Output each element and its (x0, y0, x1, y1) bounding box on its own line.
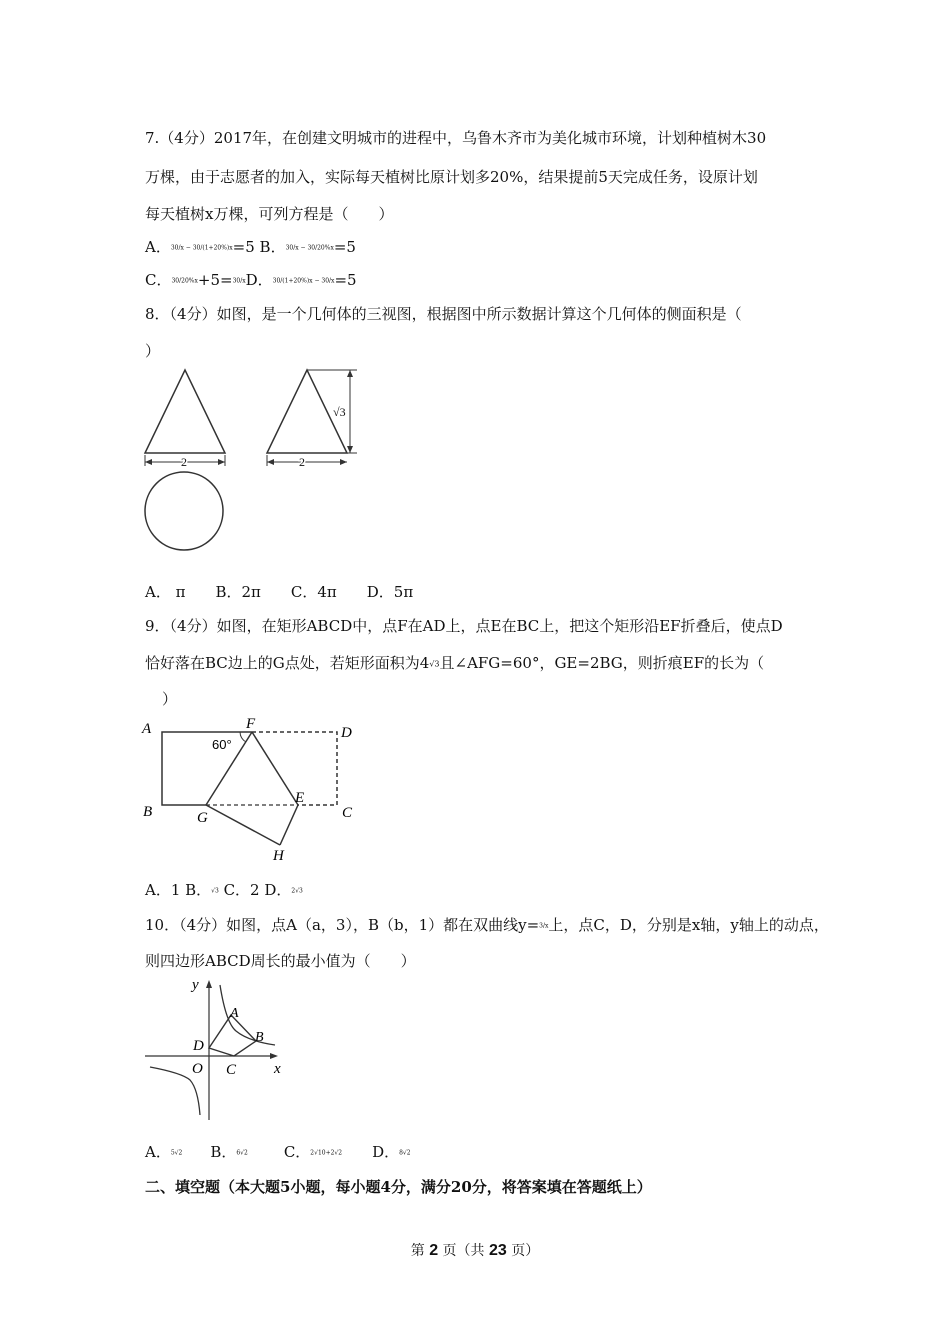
label-g: G (197, 810, 208, 826)
q7-line-3: 每天植树x万棵，可列方程是（ ） (145, 205, 394, 223)
q10-options: A．5√2 B．6√2 C．2√10+2√2 D．8√2 (145, 1143, 411, 1161)
label-d: D (341, 725, 352, 741)
q7-line-2: 万棵，由于志愿者的加入，实际每天植树比原计划多20%，结果提前5天完成任务，设原计划 (145, 168, 758, 186)
front-view-triangle (145, 370, 225, 453)
label-e: E (295, 790, 305, 806)
label-d: D (193, 1038, 204, 1054)
fold-line-ef (252, 732, 298, 805)
q7-line-1: 7.（4分）2017年，在创建文明城市的进程中，乌鲁木齐市为美化城市环境，计划种植树木30 (145, 129, 767, 147)
label-x: x (274, 1061, 281, 1077)
hyperbola-branch-1 (220, 985, 275, 1045)
q9-folded-rectangle-figure (140, 715, 370, 870)
label-b: B (143, 804, 153, 820)
q10-line-1: 10．（4分）如图，点A（a，3），B（b，1）都在双曲线y=3/x上，点C，D，分别是x轴，y轴上的动点， (145, 916, 829, 934)
q9-options: A．1 B．√3 C．2 D．2√3 (145, 881, 303, 899)
q9-line-3: ） (162, 690, 178, 708)
q7-options-ab: A．30/x − 30/(1+20%)x=5 B．30/x − 30/20%x=5 (145, 238, 356, 256)
label-a: A (230, 1006, 239, 1021)
section-2-heading: 二、填空题（本大题5小题，每小题4分，满分20分，将答案填在答题纸上） (145, 1178, 652, 1196)
front-view-width-label: 2 (181, 455, 187, 469)
q9-line-2: 恰好落在BC边上的G点处，若矩形面积为4√3且∠AFG=60°，GE=2BG，则折痕EF的长为（ (145, 654, 765, 672)
label-a: A (142, 721, 152, 737)
q8-options: A． π B．2π C．4π D．5π (145, 583, 414, 601)
top-view-circle (145, 472, 223, 550)
q7-option-b-expression: 30/x − 30/20%x (285, 244, 334, 252)
angle-arc (240, 732, 246, 742)
q7-option-a-expression: 30/x − 30/(1+20%)x (170, 244, 233, 252)
q7-option-d-expression: 30/(1+20%)x − 30/x (272, 277, 335, 285)
current-page-number: 2 (429, 1242, 439, 1259)
q8-line-1: 8．（4分）如图，是一个几何体的三视图，根据图中所示数据计算这个几何体的侧面积是（ (145, 305, 742, 323)
label-y: y (192, 977, 199, 993)
q10-line-2: 则四边形ABCD周长的最小值为（ ） (145, 952, 416, 970)
label-h: H (273, 848, 284, 864)
q10-hyperbola-fraction: 3/x (539, 922, 549, 930)
side-view-width-label: 2 (299, 455, 305, 469)
segment-gh (206, 805, 280, 845)
q7-option-c-expression-2: 30/x (232, 277, 246, 285)
label-o: O (192, 1061, 203, 1077)
q9-area-sqrt: √3 (429, 659, 440, 669)
page-footer: 第 2 页（共 23 页） (410, 1242, 540, 1259)
q10-hyperbola-figure (140, 975, 300, 1125)
total-page-count: 23 (489, 1242, 507, 1259)
label-b: B (255, 1030, 264, 1045)
side-view-height-label: √3 (333, 405, 346, 419)
label-c: C (342, 805, 353, 821)
angle-label: 60° (212, 737, 232, 752)
q8-line-2: ） (145, 342, 161, 360)
rectangle-left-part (162, 732, 252, 805)
q9-line-1: 9．（4分）如图，在矩形ABCD中，点F在AD上，点E在BC上，把这个矩形沿EF折叠后，使点D (145, 617, 783, 635)
label-f: F (246, 716, 256, 732)
label-c: C (226, 1062, 237, 1078)
q8-three-view-figure (135, 365, 375, 560)
quadrilateral-abcd (209, 1015, 256, 1056)
q7-options-cd: C．30/20%x+5=30/xD．30/(1+20%)x − 30/x=5 (145, 271, 357, 289)
segment-he (280, 805, 298, 845)
q7-option-c-expression-1: 30/20%x (171, 277, 198, 285)
